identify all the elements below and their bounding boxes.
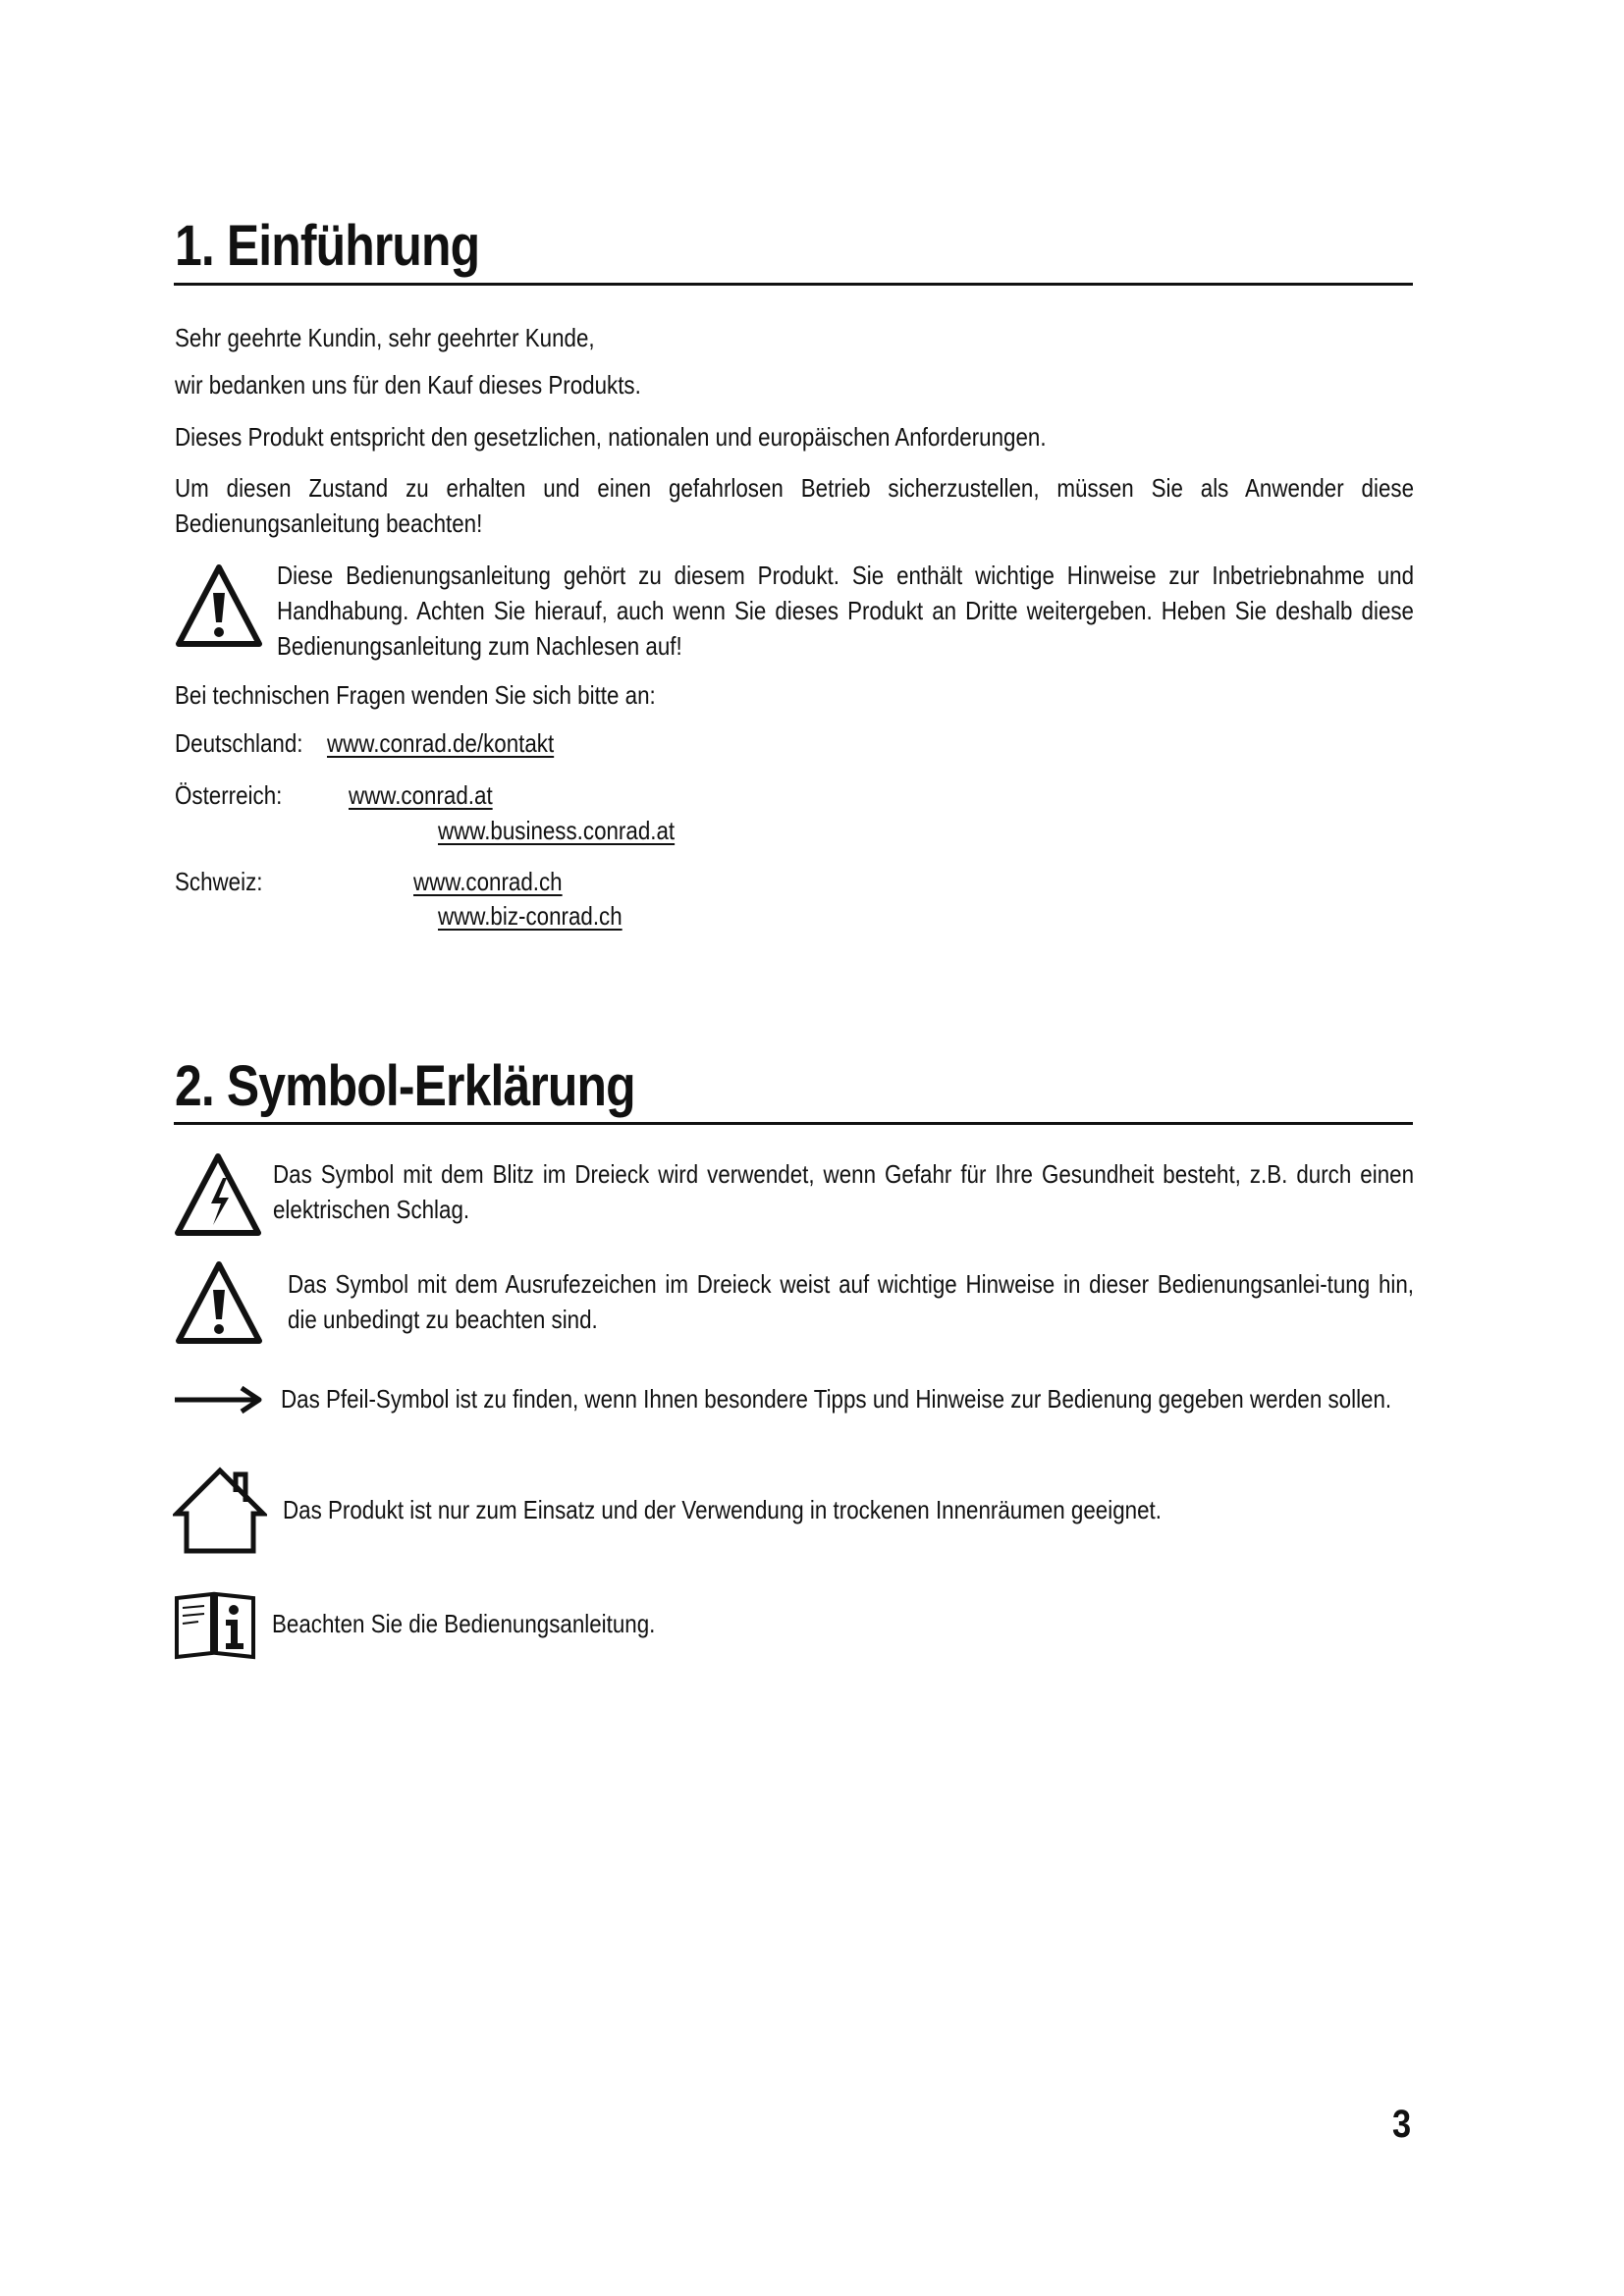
austria-link[interactable]: www.conrad.at (349, 780, 493, 810)
warning-note-paragraph (277, 558, 1414, 664)
symbol-house-text: Das Produkt ist nur zum Einsatz und der Verwendung in trockenen Innenräumen geeignet. (283, 1495, 1162, 1524)
compliance-text: Dieses Produkt entspricht den gesetzlichen, nationalen und europäischen Anforderungen. (175, 422, 1047, 452)
switzerland-biz-link[interactable]: www.biz-conrad.ch (438, 901, 623, 931)
exclamation-warning-icon (173, 1256, 265, 1349)
symbol-manual-text: Beachten Sie die Bedienungsanleitung. (272, 1609, 656, 1638)
questions-text: Bei technischen Fragen wenden Sie sich bitte an: (175, 680, 656, 710)
section-2-heading: 2. Symbol-Erklärung (175, 1054, 635, 1118)
exclamation-warning-icon (173, 560, 265, 652)
warning-note-text: Diese Bedienungsanleitung gehört zu diesem Produkt. Sie enthält wichtige Hinweise zur Inbetriebnahme und Handhabung. Achten Sie hierauf, auch wenn Sie dieses Produkt an Dritte weitergeben. Heben Sie deshalb diese Bedienungsanleitung zum Nachlesen auf! (277, 561, 1415, 661)
germany-label: Deutschland: (175, 728, 303, 758)
house-icon (173, 1465, 267, 1555)
switzerland-link[interactable]: www.conrad.ch (413, 867, 563, 896)
symbol-exclamation-text: Das Symbol mit dem Ausrufezeichen im Dreieck weist auf wichtige Hinweise in dieser Bedienungsanlei-tung hin, die unbedingt zu beachten sind. (288, 1269, 1414, 1334)
instruction-text: Um diesen Zustand zu erhalten und einen gefahrlosen Betrieb sicherzustellen, müssen Sie als Anwender diese Bedienungsanleitung beachten! (175, 473, 1415, 538)
switzerland-label: Schweiz: (175, 867, 263, 896)
section-1-rule (174, 283, 1413, 286)
austria-label: Österreich: (175, 780, 283, 810)
germany-link[interactable]: www.conrad.de/kontakt (327, 728, 555, 758)
manual-info-icon (173, 1590, 257, 1661)
symbol-exclamation-paragraph (288, 1266, 1414, 1337)
instruction-paragraph (175, 470, 1414, 541)
thanks-text: wir bedanken uns für den Kauf dieses Produkts. (175, 370, 641, 400)
symbol-arrow-paragraph (281, 1381, 1432, 1416)
page-number: 3 (1392, 2103, 1412, 2146)
section-2-rule (174, 1122, 1413, 1125)
symbol-lightning-text: Das Symbol mit dem Blitz im Dreieck wird verwendet, wenn Gefahr für Ihre Gesundheit besteht, z.B. durch einen elektrischen Schlag. (273, 1159, 1415, 1224)
austria-business-link[interactable]: www.business.conrad.at (438, 816, 676, 845)
greeting-text: Sehr geehrte Kundin, sehr geehrter Kunde, (175, 323, 595, 352)
lightning-warning-icon (172, 1148, 264, 1241)
section-1-heading: 1. Einführung (175, 214, 480, 278)
symbol-lightning-paragraph (273, 1156, 1414, 1227)
arrow-icon (173, 1382, 263, 1417)
symbol-arrow-text: Das Pfeil-Symbol ist zu finden, wenn Ihnen besondere Tipps und Hinweise zur Bedienung gegeben werden sollen. (281, 1384, 1392, 1414)
